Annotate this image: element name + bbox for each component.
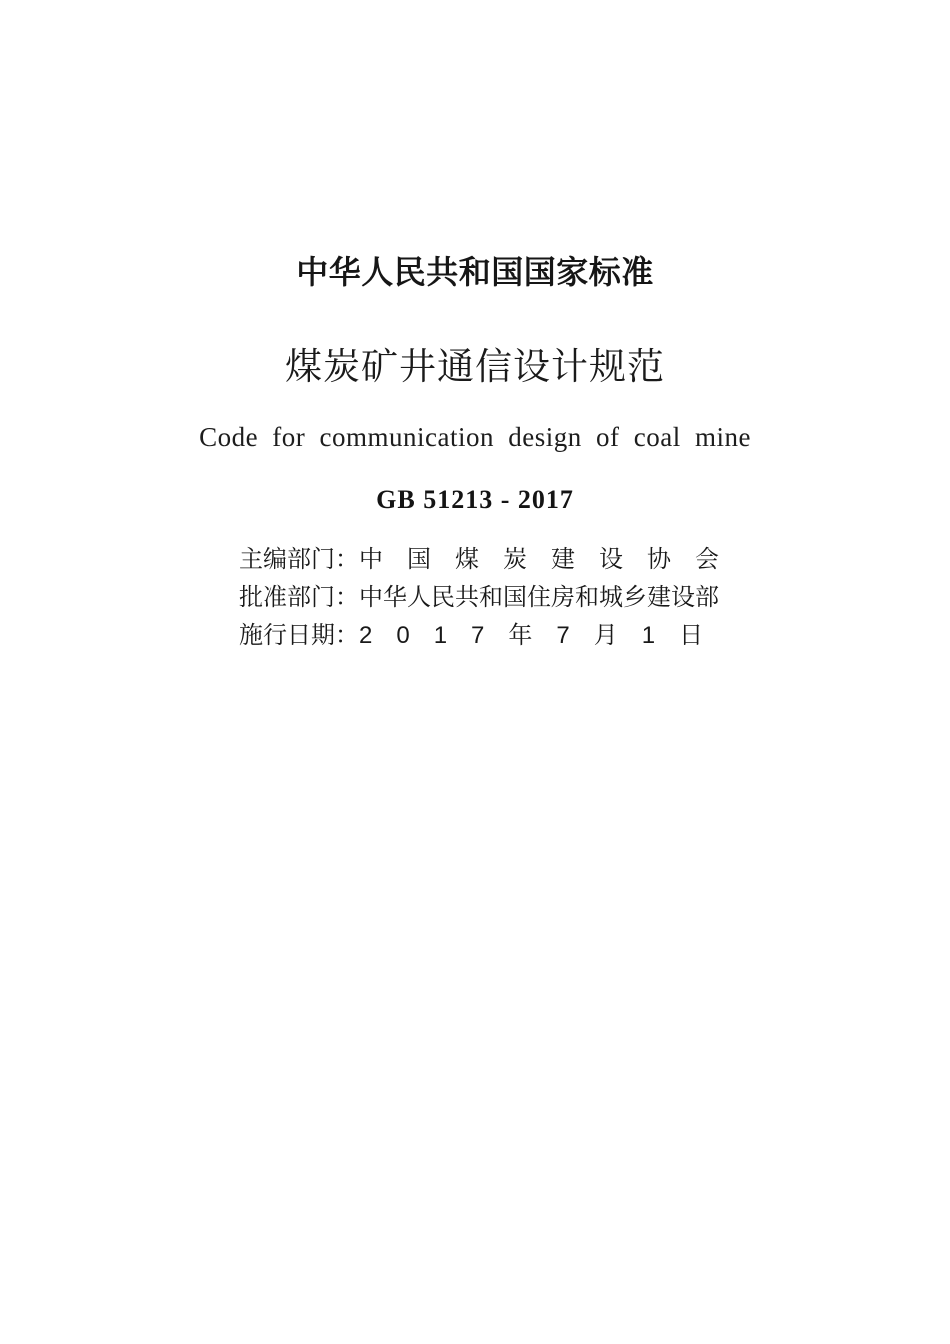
effective-date-value: 2 0 1 7 年 7 月 1 日 [359,622,704,649]
standard-number: GB 51213 - 2017 [376,485,574,514]
chief-editor-label: 主编部门： [239,546,359,573]
chief-editor-value: 中 国 煤 炭 建 设 协 会 [359,546,719,573]
effective-date-label: 施行日期： [239,622,359,649]
standard-title-chinese: 煤炭矿井通信设计规范 [285,347,665,388]
publication-info [239,541,717,655]
approver-value: 中华人民共和国住房和城乡建设部 [359,584,719,611]
publication-info-row-approver [239,579,717,617]
publication-info-row-chief-editor [239,541,717,579]
publication-info-row-effective-date [239,617,717,655]
approver-label: 批准部门： [239,584,359,611]
national-standard-heading: 中华人民共和国国家标准 [296,254,654,290]
standard-title-english: Code for communication design of coal mine [199,422,751,452]
